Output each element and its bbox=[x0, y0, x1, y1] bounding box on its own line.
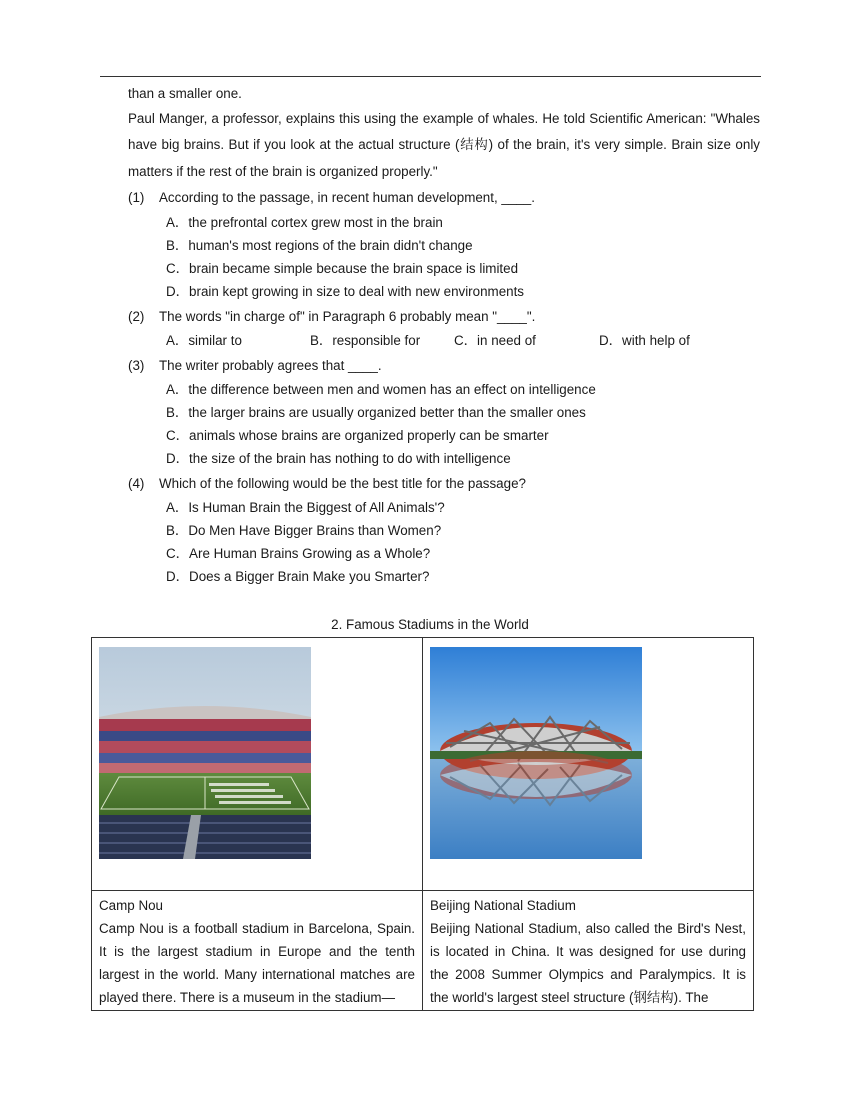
continuation-line: than a smaller one. bbox=[128, 86, 242, 101]
passage-paragraph: Paul Manger, a professor, explains this using the example of whales. He told Scientific American: "Whales have big brains. But if you look at the actual structure (结构) of the brain, it's very simple. Brain size only matters if the rest of the brain is organized properly." bbox=[128, 111, 760, 179]
question-2-option-a: A．similar to bbox=[166, 333, 242, 348]
header-rule bbox=[100, 76, 761, 77]
camp-nou-text-cell bbox=[92, 891, 423, 1011]
question-4-option-b: B．Do Men Have Bigger Brains than Women? bbox=[166, 523, 442, 538]
question-1-option-a: A．the prefrontal cortex grew most in the brain bbox=[166, 215, 443, 230]
question-2-text: The words "in charge of" in Paragraph 6 probably mean "____". bbox=[159, 309, 536, 324]
question-4-option-d: D．Does a Bigger Brain Make you Smarter? bbox=[166, 569, 430, 584]
camp-nou-photo bbox=[99, 647, 311, 859]
question-2-number: (2) bbox=[128, 309, 145, 324]
birds-nest-image-cell bbox=[423, 638, 754, 891]
question-1-number: (1) bbox=[128, 190, 145, 205]
birds-nest-photo bbox=[430, 647, 642, 859]
question-3-option-b: B．the larger brains are usually organized better than the smaller ones bbox=[166, 405, 586, 420]
camp-nou-image-cell bbox=[92, 638, 423, 891]
question-3-option-a: A．the difference between men and women has an effect on intelligence bbox=[166, 382, 596, 397]
question-3-text: The writer probably agrees that ____. bbox=[159, 358, 382, 373]
birds-nest-description: Beijing National Stadium, also called the Bird's Nest, is located in China. It was designed for use during the 2008 Summer Olympics and Paralympics. It is the world's largest steel structure (钢结构). The bbox=[430, 921, 746, 1005]
question-4-option-c: C．Are Human Brains Growing as a Whole? bbox=[166, 546, 431, 561]
section-title: 2. Famous Stadiums in the World bbox=[331, 617, 529, 632]
question-4-number: (4) bbox=[128, 476, 145, 491]
question-2-option-c: C．in need of bbox=[454, 333, 536, 348]
question-4-text: Which of the following would be the best title for the passage? bbox=[159, 476, 526, 491]
question-3-number: (3) bbox=[128, 358, 145, 373]
question-2-option-b: B．responsible for bbox=[310, 333, 421, 348]
camp-nou-description: Camp Nou is a football stadium in Barcelona, Spain. It is the largest stadium in Europe and the tenth largest in the world. Many international matches are played there. There is a museum in the stadium— bbox=[99, 921, 415, 1005]
table-row-images bbox=[92, 638, 754, 891]
question-4-option-a: A．Is Human Brain the Biggest of All Animals'? bbox=[166, 500, 445, 515]
question-2-option-d: D．with help of bbox=[599, 333, 690, 348]
question-1-option-b: B．human's most regions of the brain didn't change bbox=[166, 238, 473, 253]
birds-nest-title: Beijing National Stadium bbox=[430, 898, 576, 913]
stadiums-table bbox=[91, 637, 754, 1011]
question-1-text: According to the passage, in recent human development, ____. bbox=[159, 190, 535, 205]
question-1-option-d: D．brain kept growing in size to deal with new environments bbox=[166, 284, 525, 299]
table-row-text bbox=[92, 891, 754, 1011]
question-3-option-c: C．animals whose brains are organized properly can be smarter bbox=[166, 428, 549, 443]
camp-nou-title: Camp Nou bbox=[99, 898, 164, 913]
question-1-option-c: C．brain became simple because the brain space is limited bbox=[166, 261, 519, 276]
birds-nest-text-cell bbox=[423, 891, 754, 1011]
question-3-option-d: D．the size of the brain has nothing to do with intelligence bbox=[166, 451, 511, 466]
